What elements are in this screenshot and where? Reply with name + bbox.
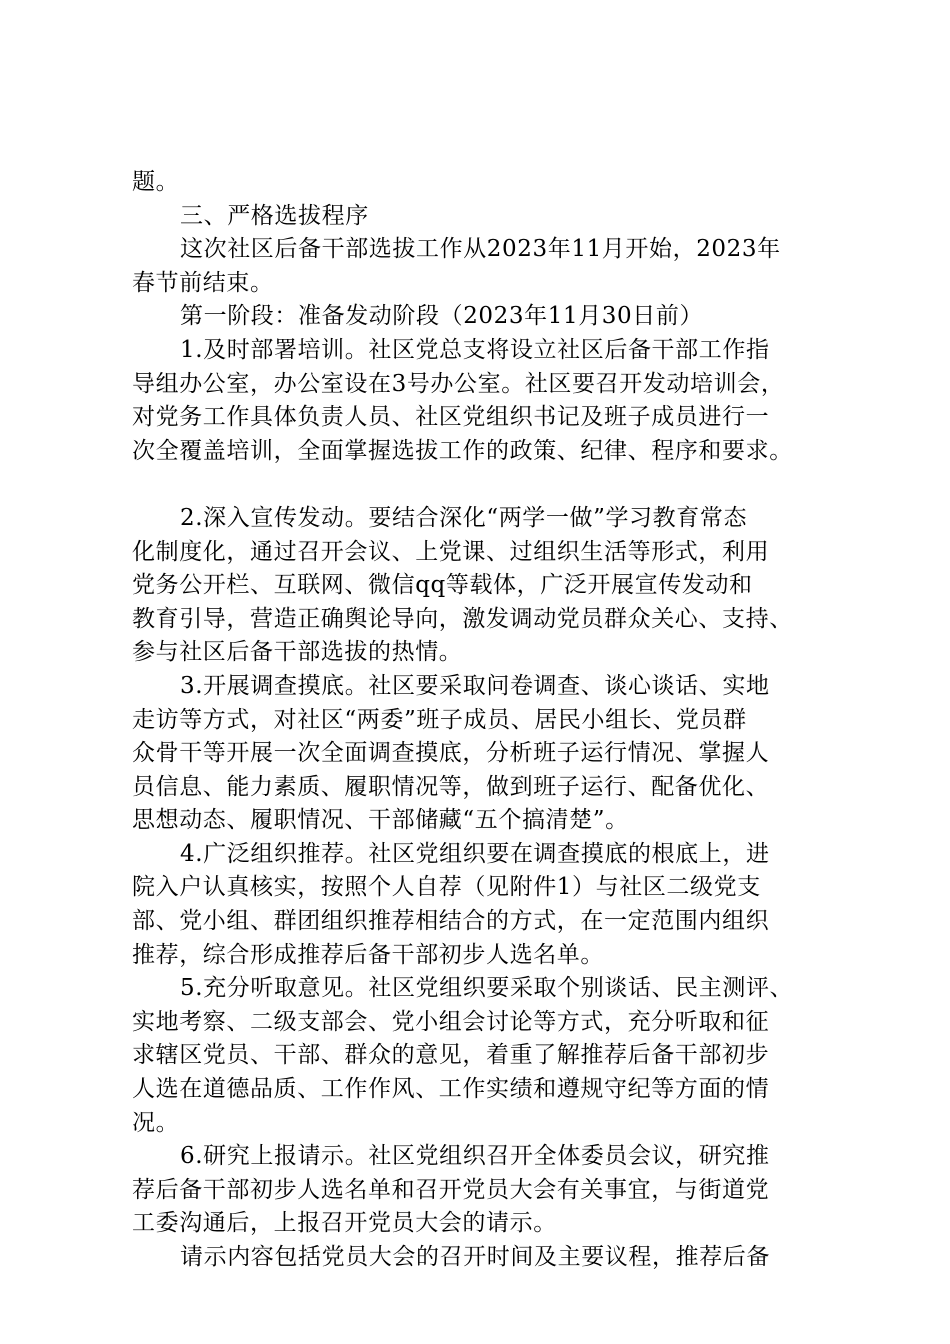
document-body (132, 166, 832, 1275)
text-line: 况。 (132, 1109, 180, 1136)
text-line: 求辖区党员、干部、群众的意见，着重了解推荐后备干部初步 (132, 1042, 770, 1069)
text-line: 人选在道德品质、工作作风、工作实绩和遵规守纪等方面的情 (132, 1076, 770, 1103)
section-heading: 三、严格选拔程序 (180, 202, 369, 229)
text-line: 5.充分听取意见。社区党组织要采取个别谈话、民主测评、 (180, 975, 794, 1002)
text-line: 实地考察、二级支部会、党小组会讨论等方式，充分听取和征 (132, 1008, 770, 1035)
text-line: 春节前结束。 (132, 269, 274, 296)
text-line: 众骨干等开展一次全面调查摸底，分析班子运行情况、掌握人 (132, 740, 770, 767)
text-line: 推荐，综合形成推荐后备干部初步人选名单。 (132, 941, 604, 968)
text-line: 化制度化，通过召开会议、上党课、过组织生活等形式，利用 (132, 538, 770, 565)
text-line: 教育引导，营造正确舆论导向，激发调动党员群众关心、支持、 (132, 605, 793, 632)
text-line: 题。 (132, 169, 180, 195)
text-line: 这次社区后备干部选拔工作从2023年11月开始，2023年 (180, 236, 781, 263)
text-line: 6.研究上报请示。社区党组织召开全体委员会议，研究推 (180, 1143, 770, 1170)
text-line: 部、党小组、群团组织推荐相结合的方式，在一定范围内组织 (132, 908, 770, 935)
text-line: 4.广泛组织推荐。社区党组织要在调查摸底的根底上，进 (180, 840, 770, 867)
text-line: 院入户认真核实，按照个人自荐（见附件1）与社区二级党支 (132, 874, 761, 901)
text-line: 思想动态、履职情况、干部储藏“五个搞清楚”。 (132, 807, 629, 834)
text-line: 2.深入宣传发动。要结合深化“两学一做”学习教育常态 (180, 504, 748, 531)
text-line: 对党务工作具体负责人员、社区党组织书记及班子成员进行一 (132, 404, 770, 431)
text-line: 党务公开栏、互联网、微信qq等载体，广泛开展宣传发动和 (132, 572, 753, 599)
text-line: 走访等方式，对社区“两委”班子成员、居民小组长、党员群 (132, 706, 747, 733)
text-line: 请示内容包括党员大会的召开时间及主要议程，推荐后备 (180, 1244, 770, 1270)
paragraph-gap (132, 468, 832, 502)
text-line: 3.开展调查摸底。社区要采取问卷调查、谈心谈话、实地 (180, 672, 770, 699)
text-line: 次全覆盖培训，全面掌握选拔工作的政策、纪律、程序和要求。 (132, 437, 793, 464)
text-line: 1.及时部署培训。社区党总支将设立社区后备干部工作指 (180, 336, 770, 363)
text-line: 导组办公室，办公室设在3号办公室。社区要召开发动培训会， (132, 370, 785, 397)
text-line: 荐后备干部初步人选名单和召开党员大会有关事宜，与街道党 (132, 1176, 770, 1203)
text-line: 员信息、能力素质、履职情况等，做到班子运行、配备优化、 (132, 773, 770, 800)
stage-heading: 第一阶段：准备发动阶段（2023年11月30日前） (180, 303, 704, 330)
text-line: 参与社区后备干部选拔的热情。 (132, 639, 463, 666)
text-line: 工委沟通后，上报召开党员大会的请示。 (132, 1210, 557, 1237)
